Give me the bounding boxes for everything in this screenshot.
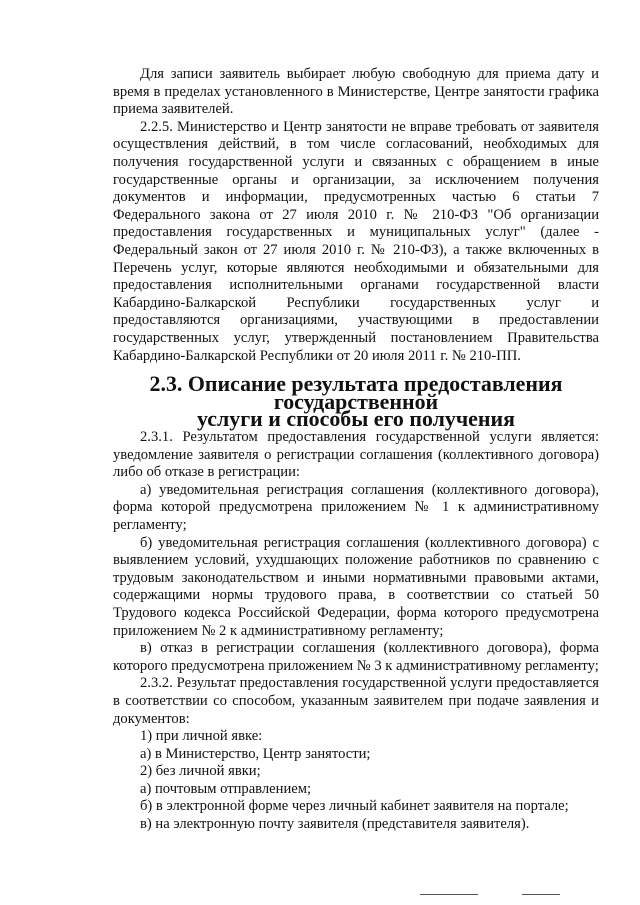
list-item: б) в электронной форме через личный кабинет заявителя на портале; xyxy=(140,798,569,815)
footer-rule-left xyxy=(420,894,478,895)
paragraph-appointment-time: Для записи заявитель выбирает любую свободную для приема дату и время в пределах установленного в Министерстве, Центре занятости графика приема заявителей. xyxy=(113,66,599,118)
list-item: а) в Министерство, Центр занятости; xyxy=(140,745,371,762)
section-2-3-body xyxy=(113,429,599,834)
paragraph-2-3-2: 2.3.2. Результат предоставления государственной услуги предоставляется в соответствии со способом, указанным заявителем при подаче заявления и документов: xyxy=(113,675,599,727)
intro-section xyxy=(113,66,599,365)
list-item: а) почтовым отправлением; xyxy=(140,780,312,797)
list-item: 2) без личной явки; xyxy=(140,763,261,780)
list-item: в) на электронную почту заявителя (представителя заявителя). xyxy=(140,816,530,833)
heading-line-1: 2.3. Описание результата предоставления государственной xyxy=(149,371,563,414)
paragraph-2-2-5: 2.2.5. Министерство и Центр занятости не вправе требовать от заявителя осуществления действий, в том числе согласований, необходимых для получения государственной услуги и связанных с обращением в иные государственные органы и организации, за исключением получения документов и информации, предусмотренных частью 6 статьи 7 Федерального закона от 27 июля 2010 г. № 210-ФЗ "Об организации предоставления государственных и муниципальных услуг" (далее - Федеральный закон от 27 июля 2010 г. № 210-ФЗ), а также включенных в Перечень услуг, которые являются необходимыми и обязательными для предоставления исполнительными органами государственной власти Кабардино-Балкарской Республики государственных услуг и предоставляются организациями, участвующими в предоставлении государственных услуг, утвержденный постановлением Правительства Кабардино-Балкарской Республики от 20 июля 2011 г. № 210-ПП. xyxy=(113,118,599,364)
paragraph-item-a: а) уведомительная регистрация соглашения (коллективного договора), форма которой предусмотрена приложением № 1 к административному регламенту; xyxy=(113,481,599,533)
footer-rule-right xyxy=(522,894,560,895)
heading-line-2: услуги и способы его получения xyxy=(197,406,515,432)
paragraph-item-v: в) отказ в регистрации соглашения (коллективного договора), форма которого предусмотрена приложением № 3 к административному регламенту; xyxy=(113,640,599,674)
list-item: 1) при личной явке: xyxy=(140,728,263,745)
paragraph-item-b: б) уведомительная регистрация соглашения (коллективного договора) с выявлением условий, ухудшающих положение работников по сравнению с трудовым законодательством и иными нормативными правовыми актами, содержащими нормы трудового права, в соответствии со статьей 50 Трудового кодекса Российской Федерации, форма которого предусмотрена приложением № 2 к административному регламенту; xyxy=(113,534,599,639)
paragraph-2-3-1: 2.3.1. Результатом предоставления государственной услуги является: уведомление заявителя о регистрации соглашения (коллективного договора) либо об отказе в регистрации: xyxy=(113,429,599,481)
section-heading-2-3 xyxy=(113,371,599,432)
